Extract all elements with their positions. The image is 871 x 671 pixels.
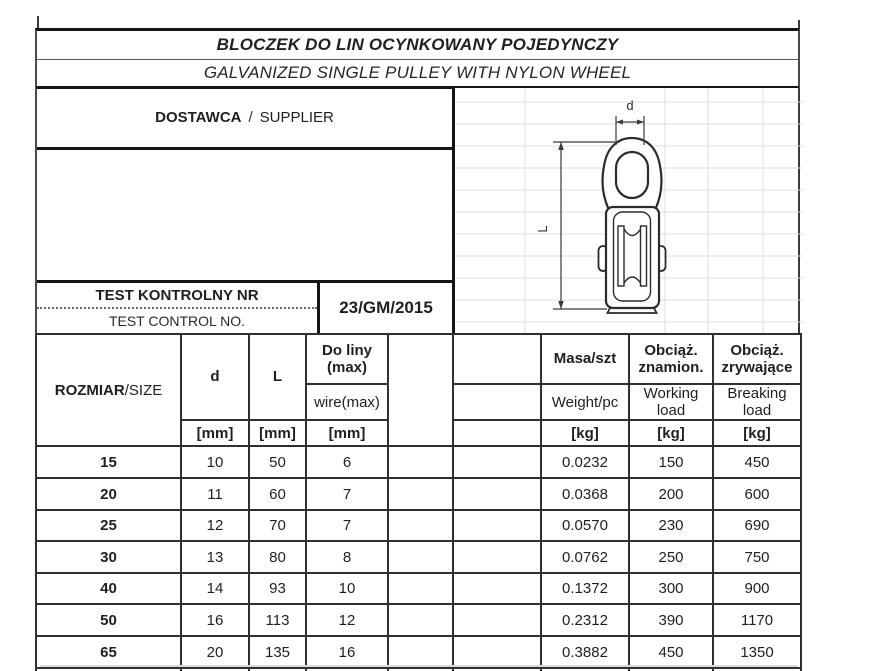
cell-gap	[453, 604, 541, 636]
supplier-label-pl: DOSTAWCA	[155, 109, 242, 126]
header-working-load-pl: Obciąż. znamion.	[629, 334, 713, 384]
page-title-english: GALVANIZED SINGLE PULLEY WITH NYLON WHEEL	[203, 63, 632, 82]
cell-size: 20	[36, 478, 181, 510]
header-spare-column	[388, 334, 453, 446]
header-size-divider: /	[124, 381, 129, 399]
cell-d: 13	[181, 541, 249, 573]
table-row	[36, 446, 801, 478]
cell-spare	[388, 446, 453, 478]
cell-d: 12	[181, 510, 249, 541]
cell-L: 93	[249, 573, 306, 604]
cell-breaking-load: 1170	[713, 604, 801, 636]
cell-working-load: 230	[629, 510, 713, 541]
cell-working-load: 200	[629, 478, 713, 510]
technical-drawing-box	[452, 88, 800, 333]
cell-rope: 7	[306, 478, 388, 510]
cell-breaking-load: 1350	[713, 636, 801, 668]
cell-L: 60	[249, 478, 306, 510]
table-row	[36, 573, 801, 604]
cell-weight: 0.2312	[541, 604, 629, 636]
header-rope-pl: Do liny (max)	[306, 334, 388, 384]
cell-gap	[453, 541, 541, 573]
header-L-unit: [mm]	[249, 420, 306, 446]
header-d: d	[181, 334, 249, 420]
scan-smudge-bottom	[40, 665, 798, 667]
cell-L: 113	[249, 604, 306, 636]
header-weight-pl: Masa/szt	[541, 334, 629, 384]
cell-size: 15	[36, 446, 181, 478]
pulley-outline	[599, 138, 666, 313]
cell-L: 80	[249, 541, 306, 573]
test-control-number: 23/GM/2015	[317, 283, 452, 333]
cell-breaking-load: 450	[713, 446, 801, 478]
title-block	[35, 28, 800, 89]
table-row	[36, 604, 801, 636]
supplier-value-box	[37, 150, 452, 283]
header-L: L	[249, 334, 306, 420]
cell-gap	[453, 510, 541, 541]
cell-d: 11	[181, 478, 249, 510]
scan-artifact-top-right	[798, 20, 800, 28]
cell-d: 10	[181, 446, 249, 478]
supplier-label-divider: /	[248, 109, 253, 126]
cell-rope: 8	[306, 541, 388, 573]
cell-d: 14	[181, 573, 249, 604]
table-row	[36, 510, 801, 541]
header-breaking-load-unit: [kg]	[713, 420, 801, 446]
spec-table	[35, 333, 802, 671]
header-size-pl: ROZMIAR	[54, 381, 125, 399]
cell-rope: 12	[306, 604, 388, 636]
cell-size: 30	[36, 541, 181, 573]
dimension-d-label: d	[626, 98, 634, 113]
cell-weight: 0.3882	[541, 636, 629, 668]
cell-gap	[453, 636, 541, 668]
test-control-label-en: TEST CONTROL NO.	[108, 313, 246, 329]
header-size-en: SIZE	[128, 381, 163, 399]
cell-breaking-load: 900	[713, 573, 801, 604]
header-working-load-en: Working load	[629, 384, 713, 420]
cell-spare	[388, 478, 453, 510]
cell-rope: 16	[306, 636, 388, 668]
cell-rope: 7	[306, 510, 388, 541]
header-weight-en: Weight/pc	[541, 384, 629, 420]
cell-weight: 0.0368	[541, 478, 629, 510]
table-row	[36, 478, 801, 510]
cell-gap	[453, 478, 541, 510]
cell-breaking-load: 600	[713, 478, 801, 510]
cell-working-load: 150	[629, 446, 713, 478]
header-working-load-unit: [kg]	[629, 420, 713, 446]
cell-working-load: 450	[629, 636, 713, 668]
header-gap-column	[453, 384, 541, 420]
cell-working-load: 250	[629, 541, 713, 573]
cell-spare	[388, 541, 453, 573]
cell-breaking-load: 690	[713, 510, 801, 541]
cell-spare	[388, 636, 453, 668]
cell-breaking-load: 750	[713, 541, 801, 573]
cell-d: 16	[181, 604, 249, 636]
test-control-label-pl: TEST KONTROLNY NR	[37, 283, 317, 309]
cell-spare	[388, 510, 453, 541]
header-size	[36, 334, 181, 446]
pulley-drawing	[455, 88, 803, 333]
header-rope-en: wire(max)	[306, 384, 388, 420]
cell-spare	[388, 573, 453, 604]
dimension-L-label: L	[535, 225, 550, 233]
table-row	[36, 541, 801, 573]
cell-size: 40	[36, 573, 181, 604]
cell-working-load: 390	[629, 604, 713, 636]
cell-gap	[453, 573, 541, 604]
test-control-labels	[37, 283, 317, 333]
header-gap-column	[453, 334, 541, 384]
header-gap-column	[453, 420, 541, 446]
cell-weight: 0.1372	[541, 573, 629, 604]
cell-weight: 0.0232	[541, 446, 629, 478]
cell-gap	[453, 446, 541, 478]
cell-rope: 10	[306, 573, 388, 604]
cell-weight: 0.0762	[541, 541, 629, 573]
cell-size: 25	[36, 510, 181, 541]
header-breaking-load-en: Breaking load	[713, 384, 801, 420]
page-title-polish: BLOCZEK DO LIN OCYNKOWANY POJEDYNCZY	[37, 31, 798, 60]
supplier-header	[37, 88, 452, 150]
cell-d: 20	[181, 636, 249, 668]
cell-rope: 6	[306, 446, 388, 478]
cell-L: 70	[249, 510, 306, 541]
cell-L: 50	[249, 446, 306, 478]
scan-artifact-top-left	[37, 16, 39, 28]
cell-L: 135	[249, 636, 306, 668]
supplier-label-en: SUPPLIER	[259, 109, 334, 126]
supplier-panel	[35, 88, 452, 333]
cell-weight: 0.0570	[541, 510, 629, 541]
header-d-unit: [mm]	[181, 420, 249, 446]
header-rope-unit: [mm]	[306, 420, 388, 446]
cell-size: 65	[36, 636, 181, 668]
header-weight-unit: [kg]	[541, 420, 629, 446]
cell-size: 50	[36, 604, 181, 636]
test-control-row	[37, 283, 452, 333]
table-row	[36, 636, 801, 668]
cell-working-load: 300	[629, 573, 713, 604]
header-breaking-load-pl: Obciąż. zrywające	[713, 334, 801, 384]
cell-spare	[388, 604, 453, 636]
